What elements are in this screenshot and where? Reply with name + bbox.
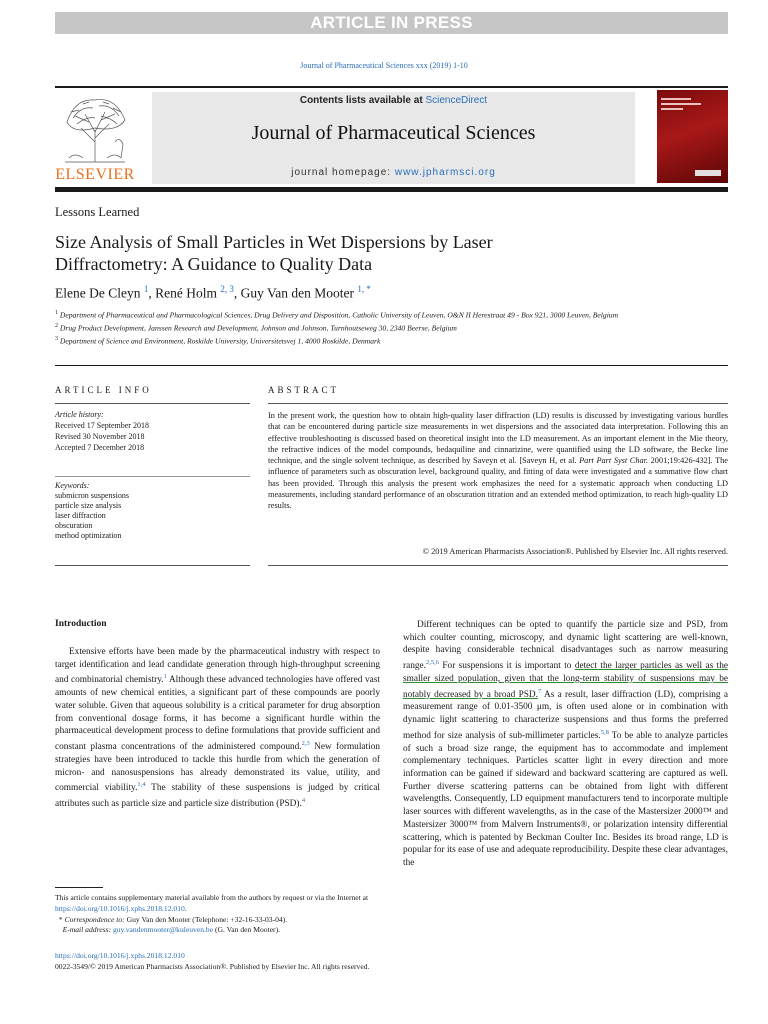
sciencedirect-link[interactable]: ScienceDirect bbox=[425, 95, 488, 106]
highlighted-text[interactable]: detect the larger particles as well as the smaller sized population, given that the long-term stability of suspensions may be notably decreased by a broad PSD. bbox=[403, 661, 728, 700]
keywords-label: Keywords: bbox=[55, 481, 90, 490]
history-label: Article history: bbox=[55, 410, 104, 419]
masthead-banner bbox=[152, 92, 635, 184]
body-paragraph bbox=[55, 646, 380, 811]
affiliation-text: Drug Product Development, Janssen Research and Development, Johnson and Johnson, Turnhoutseweg 30, 2340 Beerse, Belgium bbox=[59, 323, 457, 333]
affiliation-item bbox=[55, 308, 655, 321]
journal-reference-link[interactable]: Journal of Pharmaceutical Sciences xxx (2019) 1-10 bbox=[300, 61, 468, 70]
email-note bbox=[55, 925, 385, 936]
body-text: Different techniques can be opted to quantify the particle size and PSD, from which coulter counting, microscopy, and dynamic light scattering are well-known, despite having considerable technical disadvantages such as narrow measuring range. bbox=[403, 620, 728, 672]
author-affiliation-link[interactable]: 2, 3 bbox=[220, 284, 234, 294]
footnote-text: . bbox=[184, 903, 187, 913]
body-text: To be able to analyze particles of such a broad size range, the equipment has to accommodate and implement complementary techniques. Particles scatter light in every direction and more information can be gained if sideward and backward scattering are captured as well. Further diverse scattering patterns can be obtained from light with different wavelengths. Consequently, LD equipment manufacturers tend to incorporate multiple laser sources with different wavelengths, as in the case of the Mastersizer 2000™ and Mastersizer 3000™ from Malvern Instruments®, or polarization intensity differential scattering, which is patented by Beckman Coulter Inc. Besides its broad range, LD is popular for its ease of use and adequate reproducibility. Despite these clear advantages, the bbox=[403, 730, 729, 868]
reference-link[interactable]: 1,4 bbox=[137, 781, 146, 789]
homepage-prefix: journal homepage: bbox=[291, 167, 395, 178]
body-column-left bbox=[55, 646, 380, 811]
article-doi-link[interactable]: https://doi.org/10.1016/j.xphs.2018.12.010 bbox=[55, 951, 185, 960]
revised-date: Revised 30 November 2018 bbox=[55, 432, 145, 441]
body-text: As a result, laser diffraction (LD), comprising a measurement range of 0.01-3500 μm, is often used alone or in combination with dynamic light scattering to characterize suspensions and thus forms the preferred method for size analysis of sub-millimeter particles. bbox=[403, 689, 728, 741]
keyword[interactable]: submicron suspensions bbox=[55, 491, 129, 500]
accepted-date: Accepted 7 December 2018 bbox=[55, 443, 145, 452]
elsevier-wordmark: ELSEVIER bbox=[55, 166, 135, 183]
divider bbox=[55, 365, 728, 366]
contents-line bbox=[152, 95, 635, 106]
reference-link[interactable]: 2,3 bbox=[301, 740, 310, 748]
article-in-press-banner: ARTICLE IN PRESS bbox=[55, 12, 728, 34]
masthead-rule-top bbox=[55, 86, 728, 88]
author-name: René Holm bbox=[155, 285, 217, 301]
body-text: Extensive efforts have been made by the pharmaceutical industry with respect to target identification and lead candidate generation through high-throughput screening and combinatorial chemistry. bbox=[55, 647, 380, 686]
introduction-heading: Introduction bbox=[55, 619, 107, 629]
masthead-rule-bottom bbox=[55, 187, 728, 192]
article-section-label: Lessons Learned bbox=[55, 205, 140, 219]
author-list: Elene De Cleyn $^1$, René Holm $^{2, 3}$, Guy Van den Mooter $^{1, *}$ bbox=[55, 284, 371, 301]
email-owner: (G. Van den Mooter). bbox=[213, 925, 281, 935]
body-text: Although these advanced technologies have offered vast amounts of new chemical entities, a significant part of these compounds are poorly water soluble. Given that aqueous solubility is a critical parameter for drug absorption from conventional dosage forms, it has become a significant hurdle within the pharmaceutical development process to define formulations that provide sufficient and constant plasma concentrations of the administered compound. bbox=[55, 675, 380, 753]
supplementary-note bbox=[55, 893, 385, 915]
abstract-copyright: © 2019 American Pharmacists Association®. Published by Elsevier Inc. All rights reserved. bbox=[422, 547, 728, 556]
abstract-text-part: 2001;19:426-432]. The influence of parameters such as obscuration level, background quality, and fitting of data were investigated and a summative flow chart has been provided. Through this analysis the present work emphasizes the need for a systematic approach when conducting LD measurements, including standard performance of an obscuration titration and an extended method optimization, to reach high-quality LD results. bbox=[268, 456, 728, 511]
body-text: New formulation strategies have been introduced to tackle this hurdle from which the generation of micron- and nanosuspensions has already demonstrated its value, utility, and commercial viability. bbox=[55, 742, 380, 794]
body-paragraph bbox=[403, 619, 728, 870]
article-info-heading: ARTICLE INFO bbox=[55, 385, 152, 395]
abstract-citation-journal: Part Part Syst Char. bbox=[579, 456, 649, 466]
correspondence-marker: * bbox=[58, 914, 63, 924]
author-affiliation-link[interactable]: 1, * bbox=[357, 284, 371, 294]
contents-prefix: Contents lists available at bbox=[299, 95, 426, 106]
divider bbox=[55, 565, 250, 566]
keywords-block bbox=[55, 481, 250, 541]
received-date: Received 17 September 2018 bbox=[55, 421, 149, 430]
abstract-text-part: In the present work, the question how to obtain high-quality laser diffraction (LD) results is discussed by investigating various hurdles that can be encountered during particle size measurements in wet dispersions and the associated data interpretation. Following this an effective troubleshooting is discussed based on theoretical insight into the LD measurement. As an important element in the Mie theory, the refractive indices of the model compounds, bedaquiline and cinnarizine, were quantified using the LD software, the Becke line technique, and the single solvent technique, as described by Saveyn et al. [Saveyn H, et al. bbox=[268, 411, 728, 466]
journal-title: Journal of Pharmaceutical Sciences bbox=[251, 122, 536, 144]
correspondence-note bbox=[55, 915, 385, 926]
reference-link[interactable]: 7 bbox=[537, 687, 542, 695]
article-title-line-1: Size Analysis of Small Particles in Wet Dispersions by Laser bbox=[55, 232, 493, 252]
author-name: Elene De Cleyn bbox=[55, 285, 141, 301]
keyword[interactable]: laser diffraction bbox=[55, 511, 106, 520]
keyword[interactable]: obscuration bbox=[55, 521, 93, 530]
email-label: E-mail address: bbox=[62, 925, 112, 935]
email-link[interactable]: guy.vandenmooter@kuleuven.be bbox=[112, 925, 214, 935]
affiliation-number: 3 bbox=[55, 336, 58, 343]
divider bbox=[268, 403, 728, 404]
affiliation-item bbox=[55, 321, 655, 334]
reference-link[interactable]: 2,5,6 bbox=[425, 659, 439, 667]
affiliation-number: 2 bbox=[55, 323, 58, 330]
issn-copyright: 0022-3549/© 2019 American Pharmacists Association®. Published by Elsevier Inc. All rights reserved. bbox=[55, 962, 370, 971]
article-title-line-2: Diffractometry: A Guidance to Quality Data bbox=[55, 254, 373, 274]
footnotes bbox=[55, 893, 385, 936]
journal-homepage-link[interactable]: www.jpharmsci.org bbox=[394, 167, 496, 178]
reference-link[interactable]: 1 bbox=[163, 673, 167, 681]
supplementary-doi-link[interactable]: https://doi.org/10.1016/j.xphs.2018.12.010 bbox=[55, 903, 185, 913]
body-text: For suspensions it is important to bbox=[438, 661, 575, 672]
reference-link[interactable]: 4 bbox=[301, 797, 306, 805]
correspondence-label: Correspondence to: bbox=[64, 914, 125, 924]
divider bbox=[55, 476, 250, 477]
abstract-text bbox=[268, 410, 728, 512]
author-name: Guy Van den Mooter bbox=[240, 285, 354, 301]
divider bbox=[55, 403, 250, 404]
keyword[interactable]: method optimization bbox=[55, 531, 122, 540]
abstract-heading: ABSTRACT bbox=[268, 385, 340, 395]
divider bbox=[268, 565, 728, 566]
footnote-text: This article contains supplementary material available from the authors by request or via the Internet at bbox=[55, 893, 369, 902]
journal-homepage-line bbox=[152, 167, 635, 178]
reference-link[interactable]: 5,8 bbox=[600, 728, 609, 736]
correspondence-text: Guy Van den Mooter (Telephone: +32-16-33-03-04). bbox=[124, 914, 288, 924]
affiliation-number: 1 bbox=[55, 310, 58, 316]
body-column-right bbox=[403, 619, 728, 870]
author-affiliation-link[interactable]: 1 bbox=[143, 284, 149, 294]
affiliation-text: Department of Pharmaceutical and Pharmacological Sciences, Drug Delivery and Disposition, Catholic University of Leuven, O&N II Herestraat 49 - Box 921, 3000 Leuven, Belgium bbox=[59, 310, 619, 320]
body-text: The stability of these suspensions is judged by critical attributes such as particle size and particle size distribution (PSD). bbox=[55, 783, 380, 810]
affiliations bbox=[55, 308, 655, 347]
journal-cover-thumbnail bbox=[657, 90, 728, 183]
affiliation-item bbox=[55, 334, 655, 347]
article-title bbox=[55, 231, 615, 275]
footnote-rule bbox=[55, 887, 103, 888]
keyword[interactable]: particle size analysis bbox=[55, 501, 122, 510]
affiliation-text: Department of Science and Environment, Roskilde University, Universitetsvej 1, 4000 Roskilde, Denmark bbox=[59, 336, 381, 346]
article-history bbox=[55, 409, 250, 453]
